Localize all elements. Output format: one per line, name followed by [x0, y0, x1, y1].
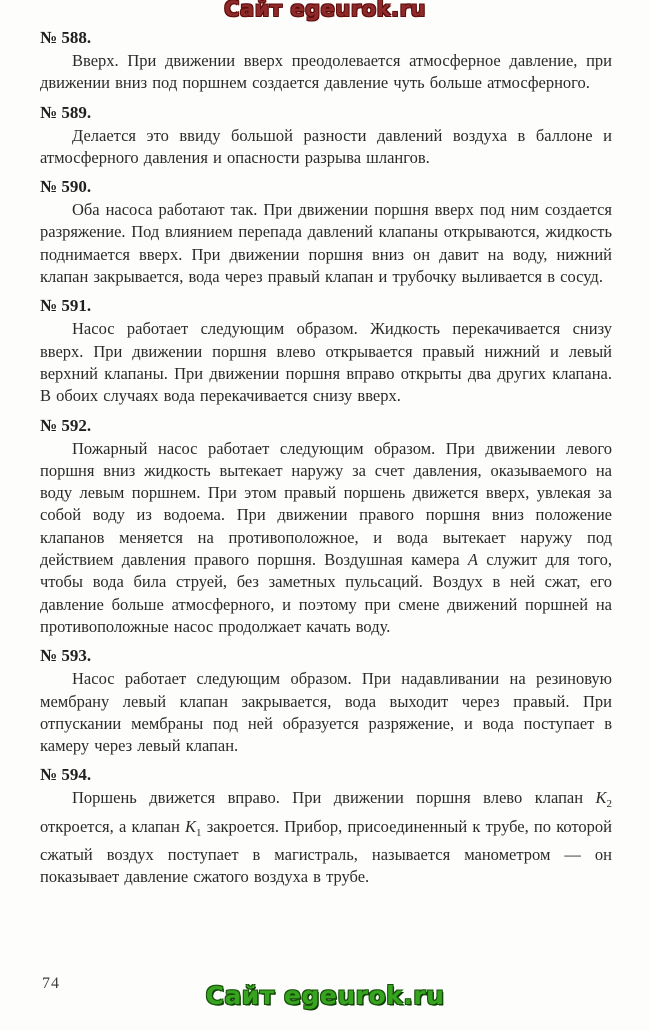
answer-section-588 [40, 27, 612, 95]
answer-text: Насос работает следующим образом. При надавливании на резиновую мембрану левый клапан закрывается, вода выходит через правый. При отпускании мембраны под ней образуется разряжение, и вода поступает в камеру через левый клапан. [40, 669, 612, 756]
answer-text: Поршень движется вправо. При движении поршня влево клапан $К_2$ откроется, а клапан $К_1$ закроется. Прибор, присоединенный к трубе, по которой сжатый воздух поступает в магистраль, называется манометром — он показывает давление сжатого воздуха в трубе. [40, 788, 612, 887]
answer-text: Пожарный насос работает следующим образом. При движении левого поршня вниз жидкость вытекает наружу за счет давления, оказываемого на воду левым поршнем. При этом правый поршень движется вверх, увлекая за собой воду из водоема. При движении правого поршня вниз положение клапанов меняется на противоположное, и вода вытекает наружу под действием давления правого поршня. Воздушная камера А служит для того, чтобы вода била струей, без заметных пульсаций. Воздух в ней сжат, его давление больше атмосферного, и поэтому при смене движений поршней на противоположные насос продолжает качать воду. [40, 438, 612, 636]
problem-number: № 593. [40, 646, 92, 666]
answer-section-590 [40, 176, 612, 288]
site-watermark-header: Сайт egeurok.ru [224, 0, 426, 21]
answer-section-593 [40, 645, 612, 757]
answer-section-589 [40, 102, 612, 170]
site-watermark-footer: Сайт egeurok.ru [205, 981, 445, 1010]
answer-text: Делается это ввиду большой разности давлений воздуха в баллоне и атмосферного давления и опасности разрыва шлангов. [40, 125, 612, 167]
problem-number: № 589. [40, 102, 92, 122]
answer-text: Насос работает следующим образом. Жидкость перекачивается снизу вверх. При движении поршня влево открывается правый нижний и левый верхний клапаны. При движении поршня вправо открыты два других клапана. В обоих случаях вода перекачивается снизу вверх. [40, 319, 612, 406]
answer-section-592 [40, 415, 612, 639]
problem-number: № 592. [40, 415, 92, 435]
problem-number: № 588. [40, 28, 92, 47]
problem-number: № 591. [40, 296, 92, 316]
problem-number: № 590. [40, 177, 92, 197]
answer-text: Вверх. При движении вверх преодолевается атмосферное давление, при движении вниз под поршнем создается давление чуть больше атмосферного. [40, 51, 612, 93]
page-number: 74 [42, 975, 60, 992]
answers-content [40, 20, 612, 889]
problem-number: № 594. [40, 765, 92, 785]
answer-section-591 [40, 295, 612, 407]
answer-section-594 [40, 764, 612, 888]
answer-text: Оба насоса работают так. При движении поршня вверх под ним создается разряжение. Под влиянием перепада давлений клапаны открываются, жидкость поднимается вверх. При движении поршня вниз он давит на воду, нижний клапан закрывается, вода через правый клапан и трубочку выливается в сосуд. [40, 200, 612, 287]
